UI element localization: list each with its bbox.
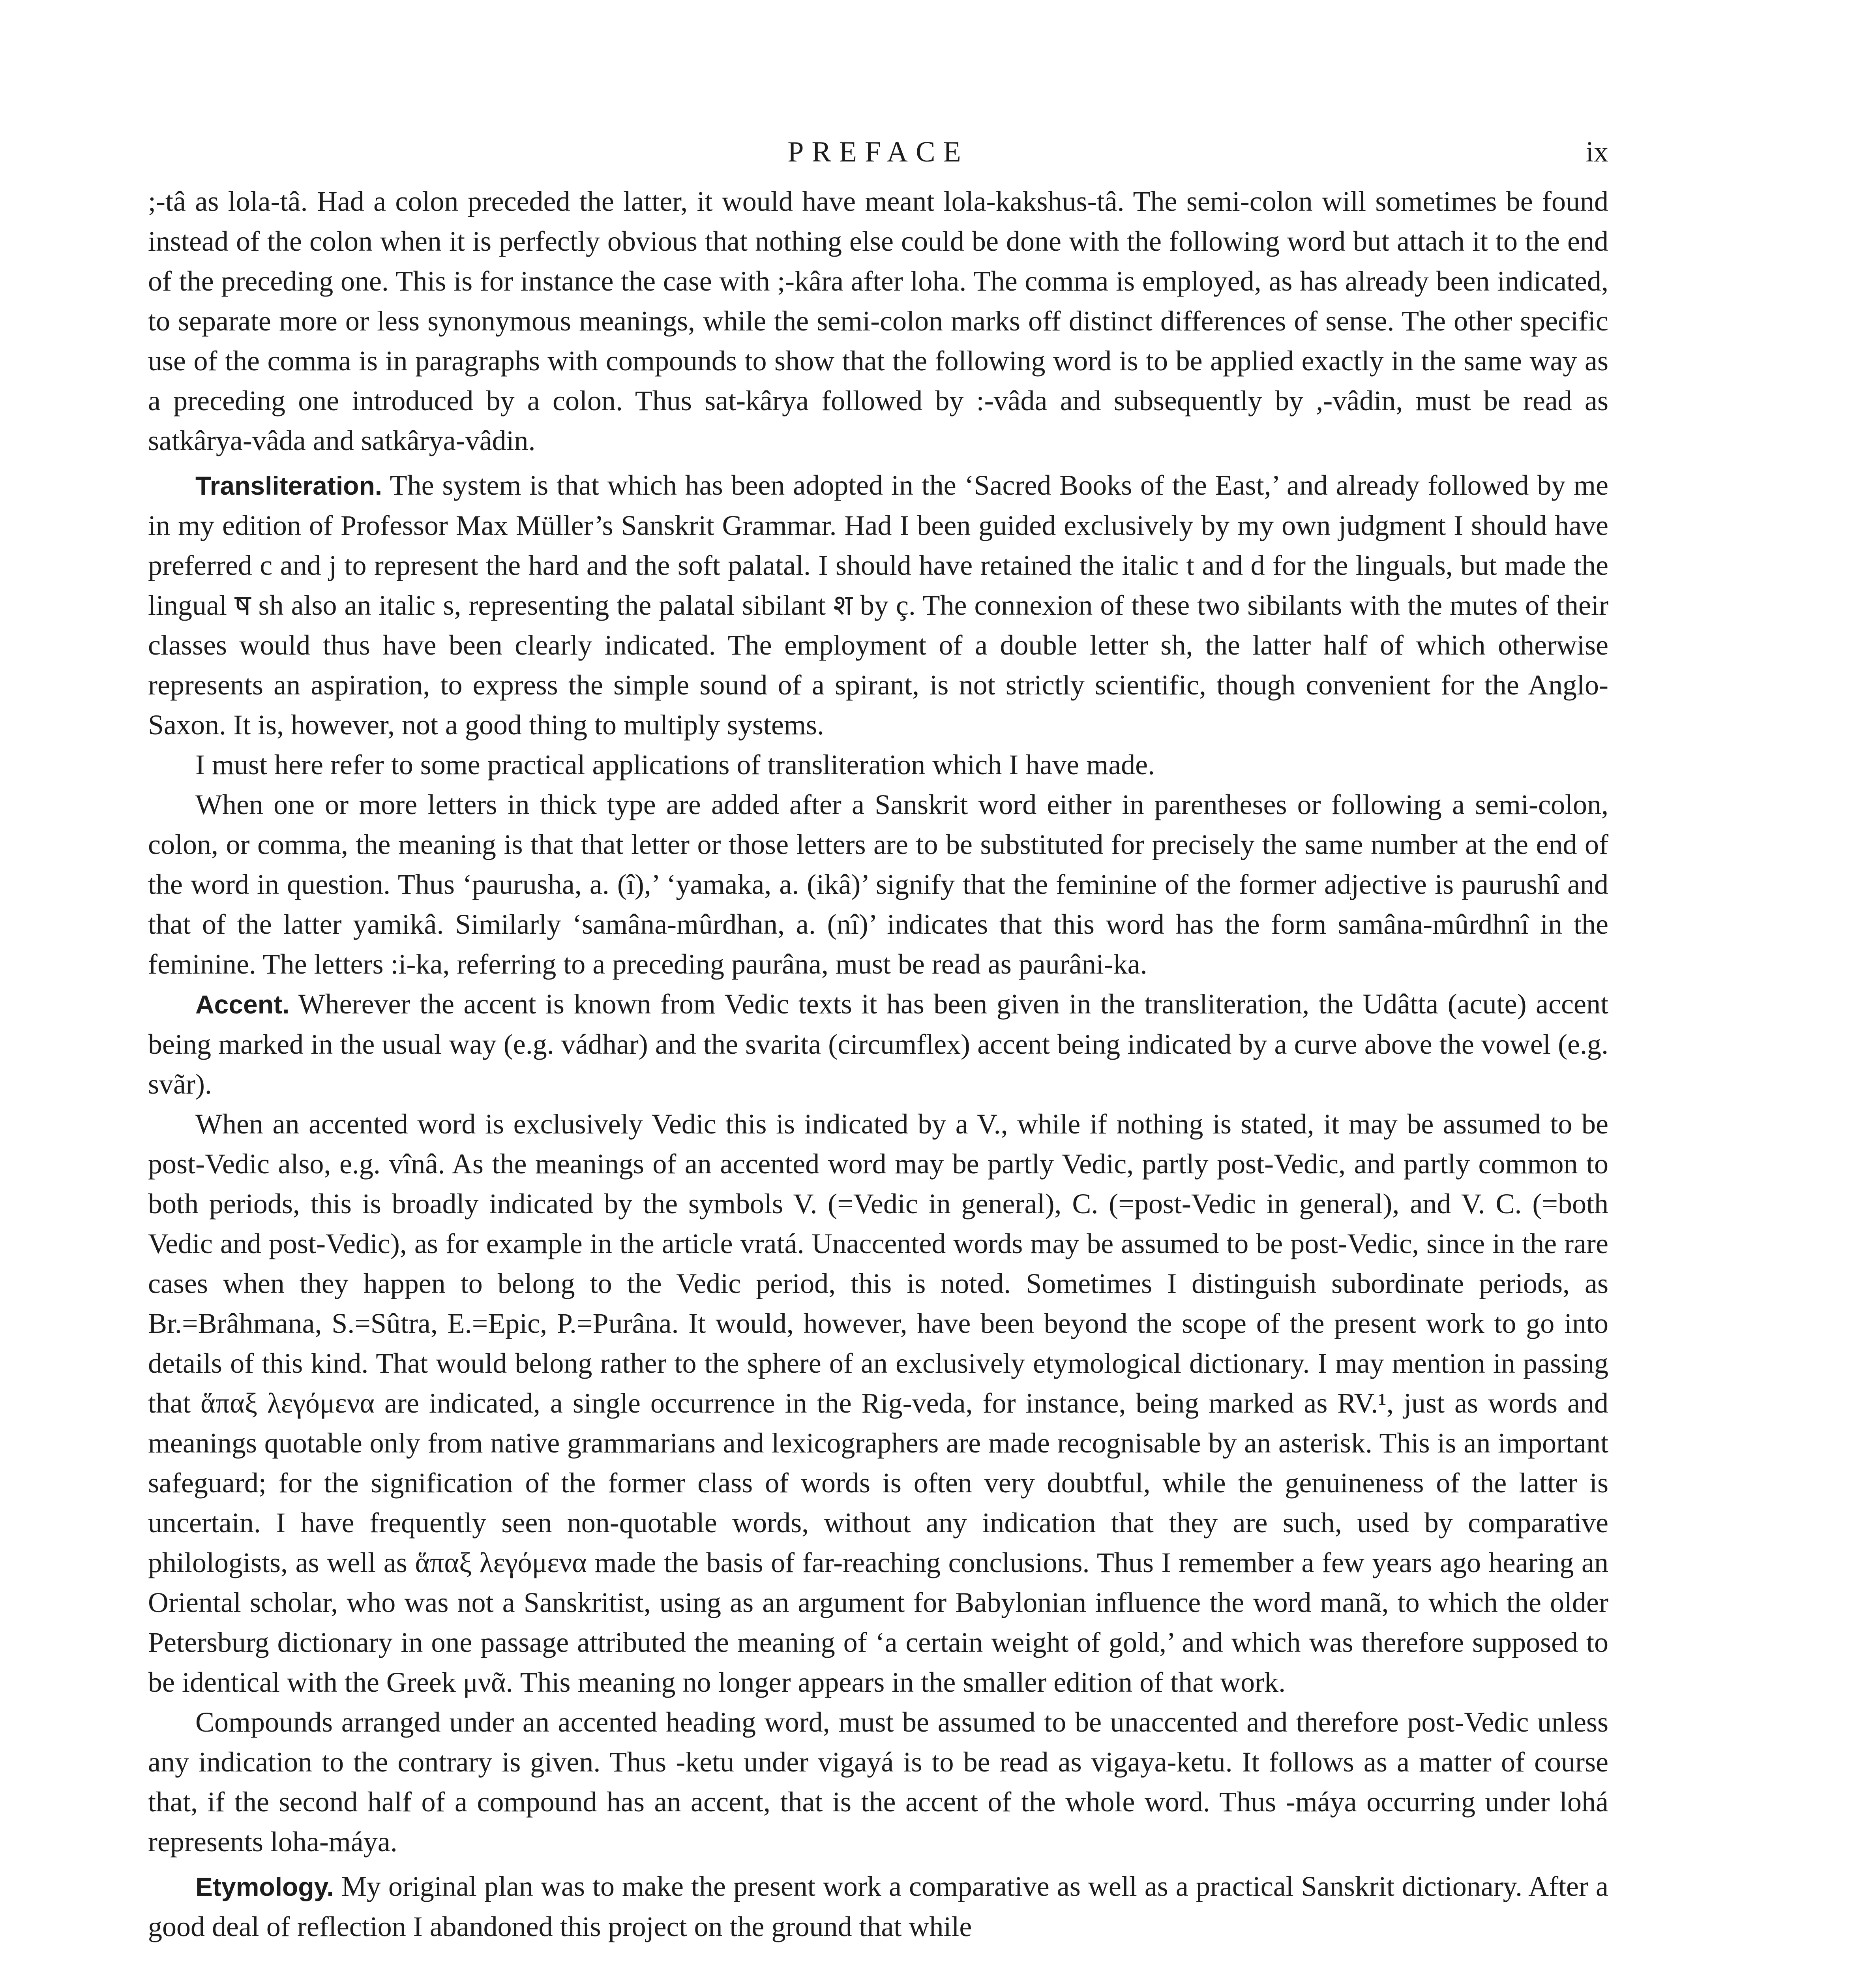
paragraph-text: The system is that which has been adopted in the ‘Sacred Books of the East,’ and already followed by me in my edition of Professor Max Müller’s Sanskrit Grammar. Had I been guided exclusively by my own judgment I should have preferred c and j to represent the hard and the soft palatal. I should have retained the italic t and d for the linguals, but made the lingual ष sh also an italic s, representing the palatal sibilant श by ç. The connexion of these two sibilants with the mutes of their classes would thus have been clearly indicated. The employment of a double letter sh, the latter half of which otherwise represents an aspiration, to express the simple sound of a spirant, is not strictly scientific, though convenient for the Anglo-Saxon. It is, however, not a good thing to multiply systems.: [148, 469, 1609, 741]
paragraph-text: My original plan was to make the present work a comparative as well as a practical Sanskrit dictionary. After a good deal of reflection I abandoned this project on the ground that while: [148, 1871, 1608, 1942]
book-page: [148, 130, 1608, 1974]
paragraph-thick-type-letters: [148, 785, 1608, 984]
body-text: [148, 182, 1608, 1947]
paragraph-vedic-periods: [148, 1104, 1608, 1702]
running-head: [148, 130, 1608, 182]
paragraph-text: Compounds arranged under an accented heading word, must be assumed to be unaccented and therefore post-Vedic unless any indication to the contrary is given. Thus -ketu under vigayá is to be read as vigaya-ketu. It follows as a matter of course that, if the second half of a compound has an accent, that is the accent of the whole word. Thus -máya occurring under lohá represents loha-máya.: [148, 1706, 1608, 1858]
paragraph-text: Wherever the accent is known from Vedic texts it has been given in the transliteration, the Udâtta (acute) accent being marked in the usual way (e.g. vádhar) and the svarita (circumflex) accent being indicated by a curve above the vowel (e.g. svãr).: [148, 988, 1609, 1100]
section-heading-transliteration: Transliteration.: [195, 471, 382, 500]
paragraph-text: When an accented word is exclusively Vedic this is indicated by a V., while if nothing is stated, it may be assumed to be post-Vedic also, e.g. vînâ. As the meanings of an accented word may be partly Vedic, partly post-Vedic, and partly common to both periods, this is broadly indicated by the symbols V. (=Vedic in general), C. (=post-Vedic in general), and V. C. (=both Vedic and post-Vedic), as for example in the article vratá. Unaccented words may be assumed to be post-Vedic, since in the rare cases when they happen to belong to the Vedic period, this is noted. Sometimes I distinguish subordinate periods, as Br.=Brâhmana, S.=Sûtra, E.=Epic, P.=Purâna. It would, however, have been beyond the scope of the present work to go into details of this kind. That would belong rather to the sphere of an exclusively etymological dictionary. I may mention in passing that ἅπαξ λεγόμενα are indicated, a single occurrence in the Rig-veda, for instance, being marked as RV.¹, just as words and meanings quotable only from native grammarians and lexicographers are made recognisable by an asterisk. This is an important safeguard; for the signification of the former class of words is often very doubtful, while the genuineness of the latter is uncertain. I have frequently seen non-quotable words, without any indication that they are such, used by comparative philologists, as well as ἅπαξ λεγόμενα made the basis of far-reaching conclusions. Thus I remember a few years ago hearing an Oriental scholar, who was not a Sanskritist, using as an argument for Babylonian influence the word manã, to which the older Petersburg dictionary in one passage attributed the meaning of ‘a certain weight of gold,’ and which was therefore supposed to be identical with the Greek μνᾶ. This meaning no longer appears in the smaller edition of that work.: [148, 1108, 1608, 1698]
paragraph-accent: [148, 984, 1608, 1104]
paragraph-colon-usage: [148, 182, 1608, 461]
paragraph-text: I must here refer to some practical applications of transliteration which I have made.: [195, 749, 1155, 781]
paragraph-etymology: [148, 1867, 1608, 1947]
section-heading-etymology: Etymology.: [195, 1872, 334, 1901]
paragraph-compounds: [148, 1702, 1608, 1862]
paragraph-practical-applications: [148, 745, 1608, 785]
paragraph-transliteration: [148, 465, 1608, 745]
paragraph-text: ;-tâ as lola-tâ. Had a colon preceded the latter, it would have meant lola-kakshus-tâ. The semi-colon will sometimes be found instead of the colon when it is perfectly obvious that nothing else could be done with the following word but attach it to the end of the preceding one. This is for instance the case with ;-kâra after loha. The comma is employed, as has already been indicated, to separate more or less synonymous meanings, while the semi-colon marks off distinct differences of sense. The other specific use of the comma is in paragraphs with compounds to show that the following word is to be applied exactly in the same way as a preceding one introduced by a colon. Thus sat-kârya followed by :-vâda and subsequently by ,-vâdin, must be read as satkârya-vâda and satkârya-vâdin.: [148, 186, 1608, 456]
section-heading-accent: Accent.: [195, 990, 290, 1019]
page-number: ix: [1586, 136, 1608, 168]
page-title: PREFACE: [787, 136, 969, 168]
paragraph-text: When one or more letters in thick type are added after a Sanskrit word either in parentheses or following a semi-colon, colon, or comma, the meaning is that that letter or those letters are to be substituted for precisely the same number at the end of the word in question. Thus ‘paurusha, a. (î),’ ‘yamaka, a. (ikâ)’ signify that the feminine of the former adjective is paurushî and that of the latter yamikâ. Similarly ‘samâna-mûrdhan, a. (nî)’ indicates that this word has the form samâna-mûrdhnî in the feminine. The letters :i-ka, referring to a preceding paurâna, must be read as paurâni-ka.: [148, 789, 1608, 980]
